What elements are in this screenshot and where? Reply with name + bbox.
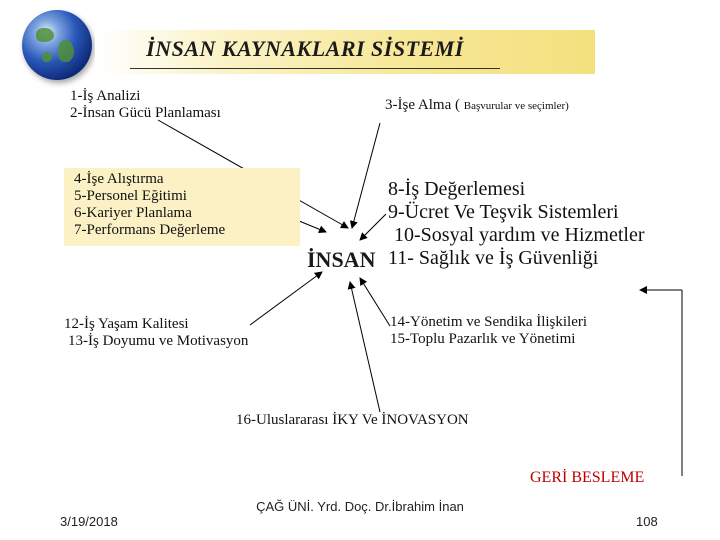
item-12: 12-İş Yaşam Kalitesi <box>64 316 189 332</box>
item-15: 15-Toplu Pazarlık ve Yönetimi <box>390 331 576 347</box>
item-7: 7-Performans Değerleme <box>74 222 226 238</box>
footer-date: 3/19/2018 <box>60 514 118 529</box>
item-5: 5-Personel Eğitimi <box>74 188 187 204</box>
item-3-note: Başvurular ve seçimler) <box>463 100 569 112</box>
item-10: 10-Sosyal yardım ve Hizmetler <box>394 224 645 246</box>
arrow-g4 <box>360 214 386 240</box>
group-labor-relations <box>390 314 587 348</box>
feedback-label: GERİ BESLEME <box>530 469 645 486</box>
arrow-g7 <box>350 282 380 412</box>
item-9: 9-Ücret Ve Teşvik Sistemleri <box>388 201 619 223</box>
item-11: 11- Sağlık ve İş Güvenliği <box>388 247 599 269</box>
page-title: İNSAN KAYNAKLARI SİSTEMİ <box>146 36 464 61</box>
item-13: 13-İş Doyumu ve Motivasyon <box>68 333 249 349</box>
group-recruitment <box>385 97 569 114</box>
arrow-g6 <box>360 278 390 326</box>
group-work-life <box>64 316 248 350</box>
item-4: 4-İşe Alıştırma <box>74 171 164 187</box>
group-international: 16-Uluslararası İKY Ve İNOVASYON <box>236 412 469 428</box>
page-number: 108 <box>636 514 658 529</box>
item-14: 14-Yönetim ve Sendika İlişkileri <box>390 314 588 330</box>
item-2: 2-İnsan Gücü Planlaması <box>70 105 221 121</box>
item-3: 3-İşe Alma ( <box>385 97 460 113</box>
footer-author: ÇAĞ ÜNİ. Yrd. Doç. Dr.İbrahim İnan <box>256 499 464 514</box>
item-1: 1-İş Analizi <box>70 88 141 104</box>
item-8: 8-İş Değerlemesi <box>388 178 526 200</box>
item-6: 6-Kariyer Planlama <box>74 205 192 221</box>
group-job-analysis <box>70 88 221 122</box>
arrow-g5 <box>250 272 322 325</box>
arrow-g2 <box>352 123 380 228</box>
center-label: İNSAN <box>307 247 376 272</box>
group-training <box>74 171 225 239</box>
group-compensation <box>388 178 645 270</box>
